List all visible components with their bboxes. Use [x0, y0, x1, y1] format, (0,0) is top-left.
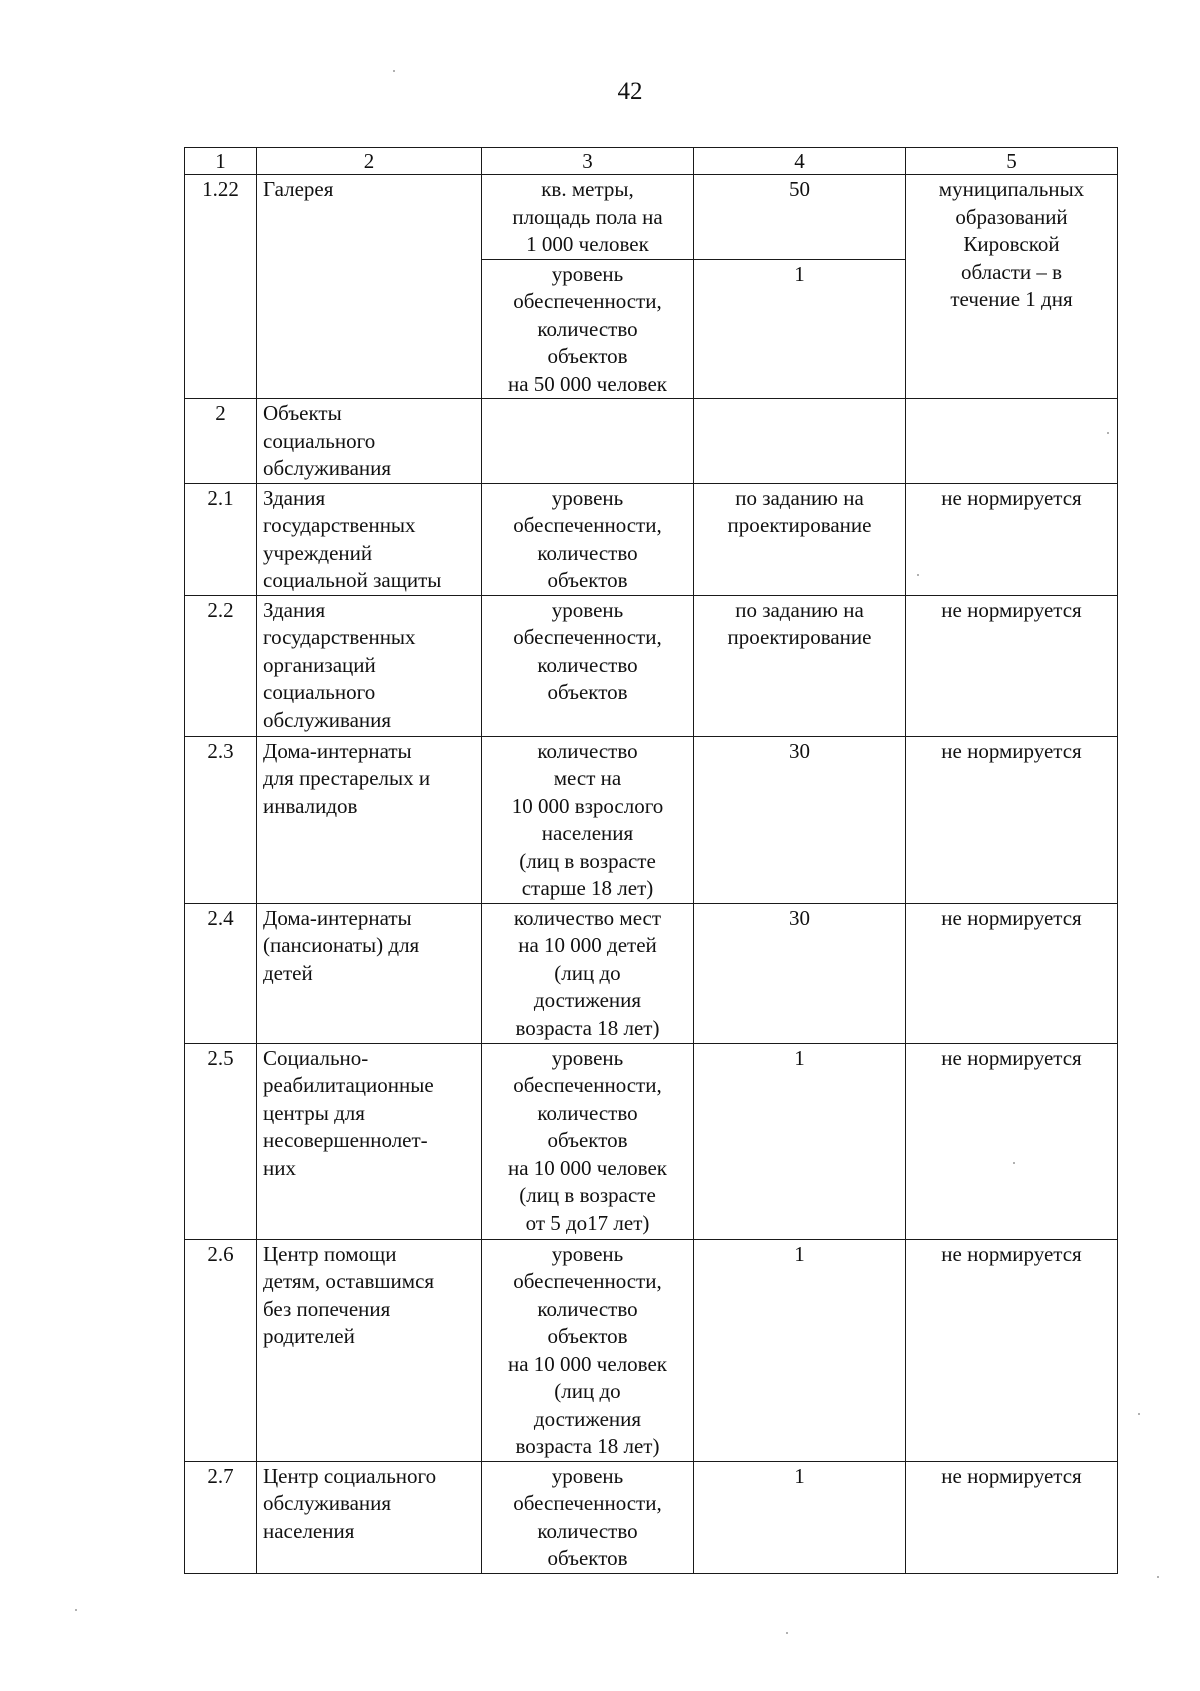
- column-header: 4: [694, 148, 906, 175]
- measure-unit: уровень обеспеченности, количество объектов: [482, 595, 694, 736]
- scan-speck: [1138, 1413, 1140, 1415]
- norm-value: 30: [694, 736, 906, 903]
- table-row: [185, 736, 1118, 903]
- accessibility-value: не нормируется: [906, 736, 1118, 903]
- accessibility-value: не нормируется: [906, 1043, 1118, 1239]
- row-number: 2.1: [185, 483, 257, 595]
- scan-speck: [75, 1609, 77, 1611]
- measure-unit: уровень обеспеченности, количество объектов на 50 000 человек: [482, 259, 694, 399]
- object-name: Здания государственных организаций социального обслуживания: [257, 595, 482, 736]
- object-name: Здания государственных учреждений социальной защиты: [257, 483, 482, 595]
- table-row: [185, 1043, 1118, 1239]
- norm-value: 1: [694, 1461, 906, 1573]
- accessibility-value: не нормируется: [906, 483, 1118, 595]
- measure-unit: кв. метры, площадь пола на 1 000 человек: [482, 175, 694, 260]
- object-name: Центр помощи детям, оставшимся без попечения родителей: [257, 1239, 482, 1461]
- scan-speck: [393, 70, 395, 72]
- column-header: 3: [482, 148, 694, 175]
- accessibility-value: не нормируется: [906, 1461, 1118, 1573]
- page-number: 42: [617, 78, 643, 105]
- norm-value: 30: [694, 903, 906, 1043]
- scan-speck: [1107, 432, 1109, 434]
- table-row: [185, 483, 1118, 595]
- table-row: [185, 903, 1118, 1043]
- empty-cell: [482, 399, 694, 484]
- accessibility-value: муниципальных образований Кировской области – в течение 1 дня: [906, 175, 1118, 399]
- measure-unit: уровень обеспеченности, количество объектов: [482, 483, 694, 595]
- norm-value: 1: [694, 1043, 906, 1239]
- row-number: 1.22: [185, 175, 257, 399]
- norm-value: 50: [694, 175, 906, 260]
- measure-unit: уровень обеспеченности, количество объектов на 10 000 человек (лиц в возрасте от 5 до17 лет): [482, 1043, 694, 1239]
- object-name: Центр социального обслуживания населения: [257, 1461, 482, 1573]
- scan-speck: [917, 574, 919, 576]
- measure-unit: количество мест на 10 000 взрослого населения (лиц в возрасте старше 18 лет): [482, 736, 694, 903]
- row-number: 2.5: [185, 1043, 257, 1239]
- accessibility-value: не нормируется: [906, 903, 1118, 1043]
- object-name: Дома-интернаты для престарелых и инвалидов: [257, 736, 482, 903]
- row-number: 2.4: [185, 903, 257, 1043]
- table-row: [185, 1461, 1118, 1573]
- scan-speck: [1013, 1162, 1015, 1164]
- empty-cell: [906, 399, 1118, 484]
- norms-table: [184, 147, 1118, 1574]
- column-header: 2: [257, 148, 482, 175]
- scan-speck: [786, 1632, 788, 1634]
- table-row: [185, 1239, 1118, 1461]
- accessibility-value: не нормируется: [906, 595, 1118, 736]
- measure-unit: уровень обеспеченности, количество объектов: [482, 1461, 694, 1573]
- norm-value: 1: [694, 259, 906, 399]
- row-number: 2.3: [185, 736, 257, 903]
- section-title: Объекты социального обслуживания: [257, 399, 482, 484]
- empty-cell: [694, 399, 906, 484]
- row-number: 2.7: [185, 1461, 257, 1573]
- scan-speck: [1157, 1576, 1159, 1578]
- section-heading-row: [185, 399, 1118, 484]
- object-name: Социально- реабилитационные центры для несовершеннолет- них: [257, 1043, 482, 1239]
- table-row: [185, 175, 1118, 260]
- row-number: 2.6: [185, 1239, 257, 1461]
- object-name: Дома-интернаты (пансионаты) для детей: [257, 903, 482, 1043]
- object-name: Галерея: [257, 175, 482, 399]
- measure-unit: уровень обеспеченности, количество объектов на 10 000 человек (лиц до достижения возраста 18 лет): [482, 1239, 694, 1461]
- measure-unit: количество мест на 10 000 детей (лиц до достижения возраста 18 лет): [482, 903, 694, 1043]
- table-header-row: [185, 148, 1118, 175]
- norm-value: 1: [694, 1239, 906, 1461]
- norm-value: по заданию на проектирование: [694, 483, 906, 595]
- column-header: 1: [185, 148, 257, 175]
- accessibility-value: не нормируется: [906, 1239, 1118, 1461]
- column-header: 5: [906, 148, 1118, 175]
- section-number: 2: [185, 399, 257, 484]
- table-row: [185, 595, 1118, 736]
- norm-value: по заданию на проектирование: [694, 595, 906, 736]
- row-number: 2.2: [185, 595, 257, 736]
